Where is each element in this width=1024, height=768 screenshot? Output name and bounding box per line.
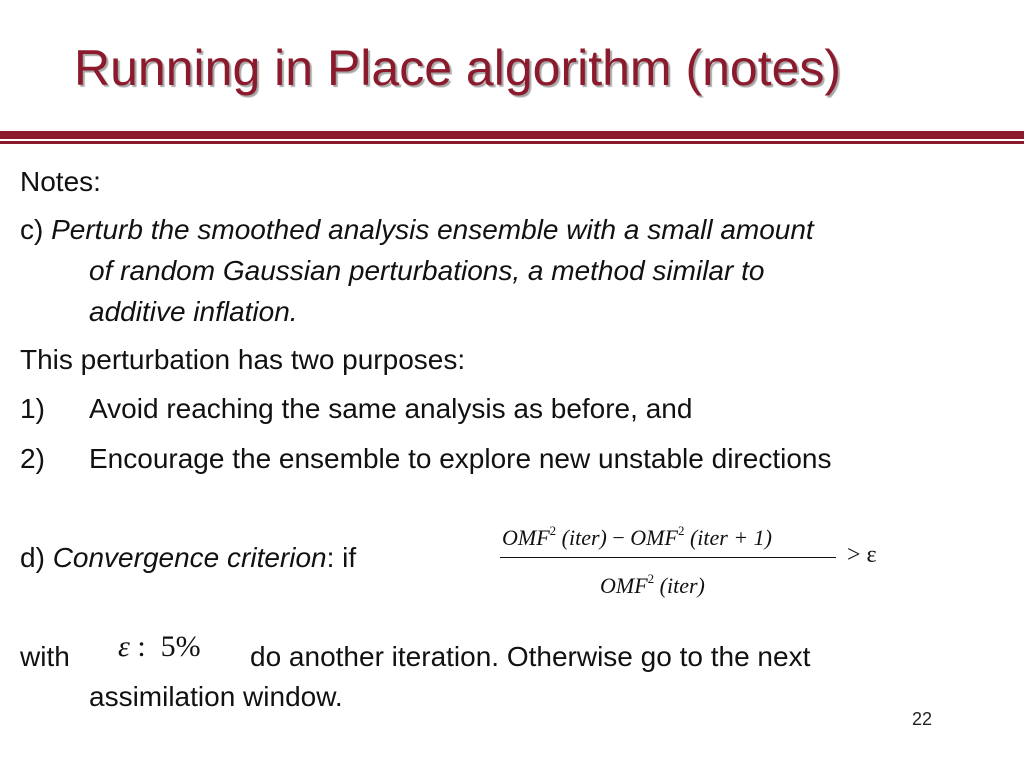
note-c-label: c) [20, 214, 44, 245]
slide-title: Running in Place algorithm (notes) [74, 40, 842, 96]
formula-argument: (iter) [659, 573, 705, 598]
purpose-number: 2) [20, 443, 45, 474]
epsilon-symbol: ε [118, 630, 130, 663]
note-d-suffix: : if [326, 542, 357, 573]
formula-argument: (iter + 1) [689, 525, 772, 550]
epsilon-separator: : [137, 630, 146, 663]
purposes-intro: This perturbation has two purposes: [20, 344, 466, 375]
purpose-item [20, 442, 831, 476]
formula-comparison: > ε [847, 542, 877, 568]
note-d-term: Convergence criterion [52, 542, 327, 573]
with-text-2: assimilation window. [89, 681, 343, 712]
formula-exponent: 2 [677, 523, 685, 538]
epsilon-condition [118, 627, 201, 667]
epsilon-value: 5% [160, 630, 201, 663]
formula-term: OMF [502, 525, 550, 550]
purpose-item [20, 392, 692, 426]
with-text-1: do another iteration. Otherwise go to the next [250, 641, 811, 672]
page-number: 22 [912, 709, 933, 729]
title-divider-thin [0, 141, 1024, 144]
purpose-number: 1) [20, 393, 45, 424]
formula-numerator [502, 516, 772, 553]
notes-heading: Notes: [20, 166, 101, 197]
note-c-text-1: Perturb the smoothed analysis ensemble with a small amount [51, 214, 814, 245]
title-divider [0, 131, 1024, 139]
formula-argument: (iter) [561, 525, 607, 550]
formula-term: OMF [630, 525, 678, 550]
purpose-text: Encourage the ensemble to explore new unstable directions [89, 443, 832, 474]
formula-minus: − [612, 525, 625, 550]
note-c-text-2: of random Gaussian perturbations, a method similar to [89, 255, 765, 286]
formula-denominator [600, 564, 705, 601]
formula-exponent: 2 [549, 523, 557, 538]
formula-term: OMF [600, 573, 648, 598]
formula-exponent: 2 [647, 571, 655, 586]
purpose-text: Avoid reaching the same analysis as before, and [89, 393, 693, 424]
with-label: with [20, 641, 70, 672]
fraction-bar [500, 557, 836, 558]
note-c-text-3: additive inflation. [89, 296, 298, 327]
note-d-label: d) [20, 542, 45, 573]
note-d-line [20, 541, 356, 575]
note-c-line1 [20, 213, 814, 247]
